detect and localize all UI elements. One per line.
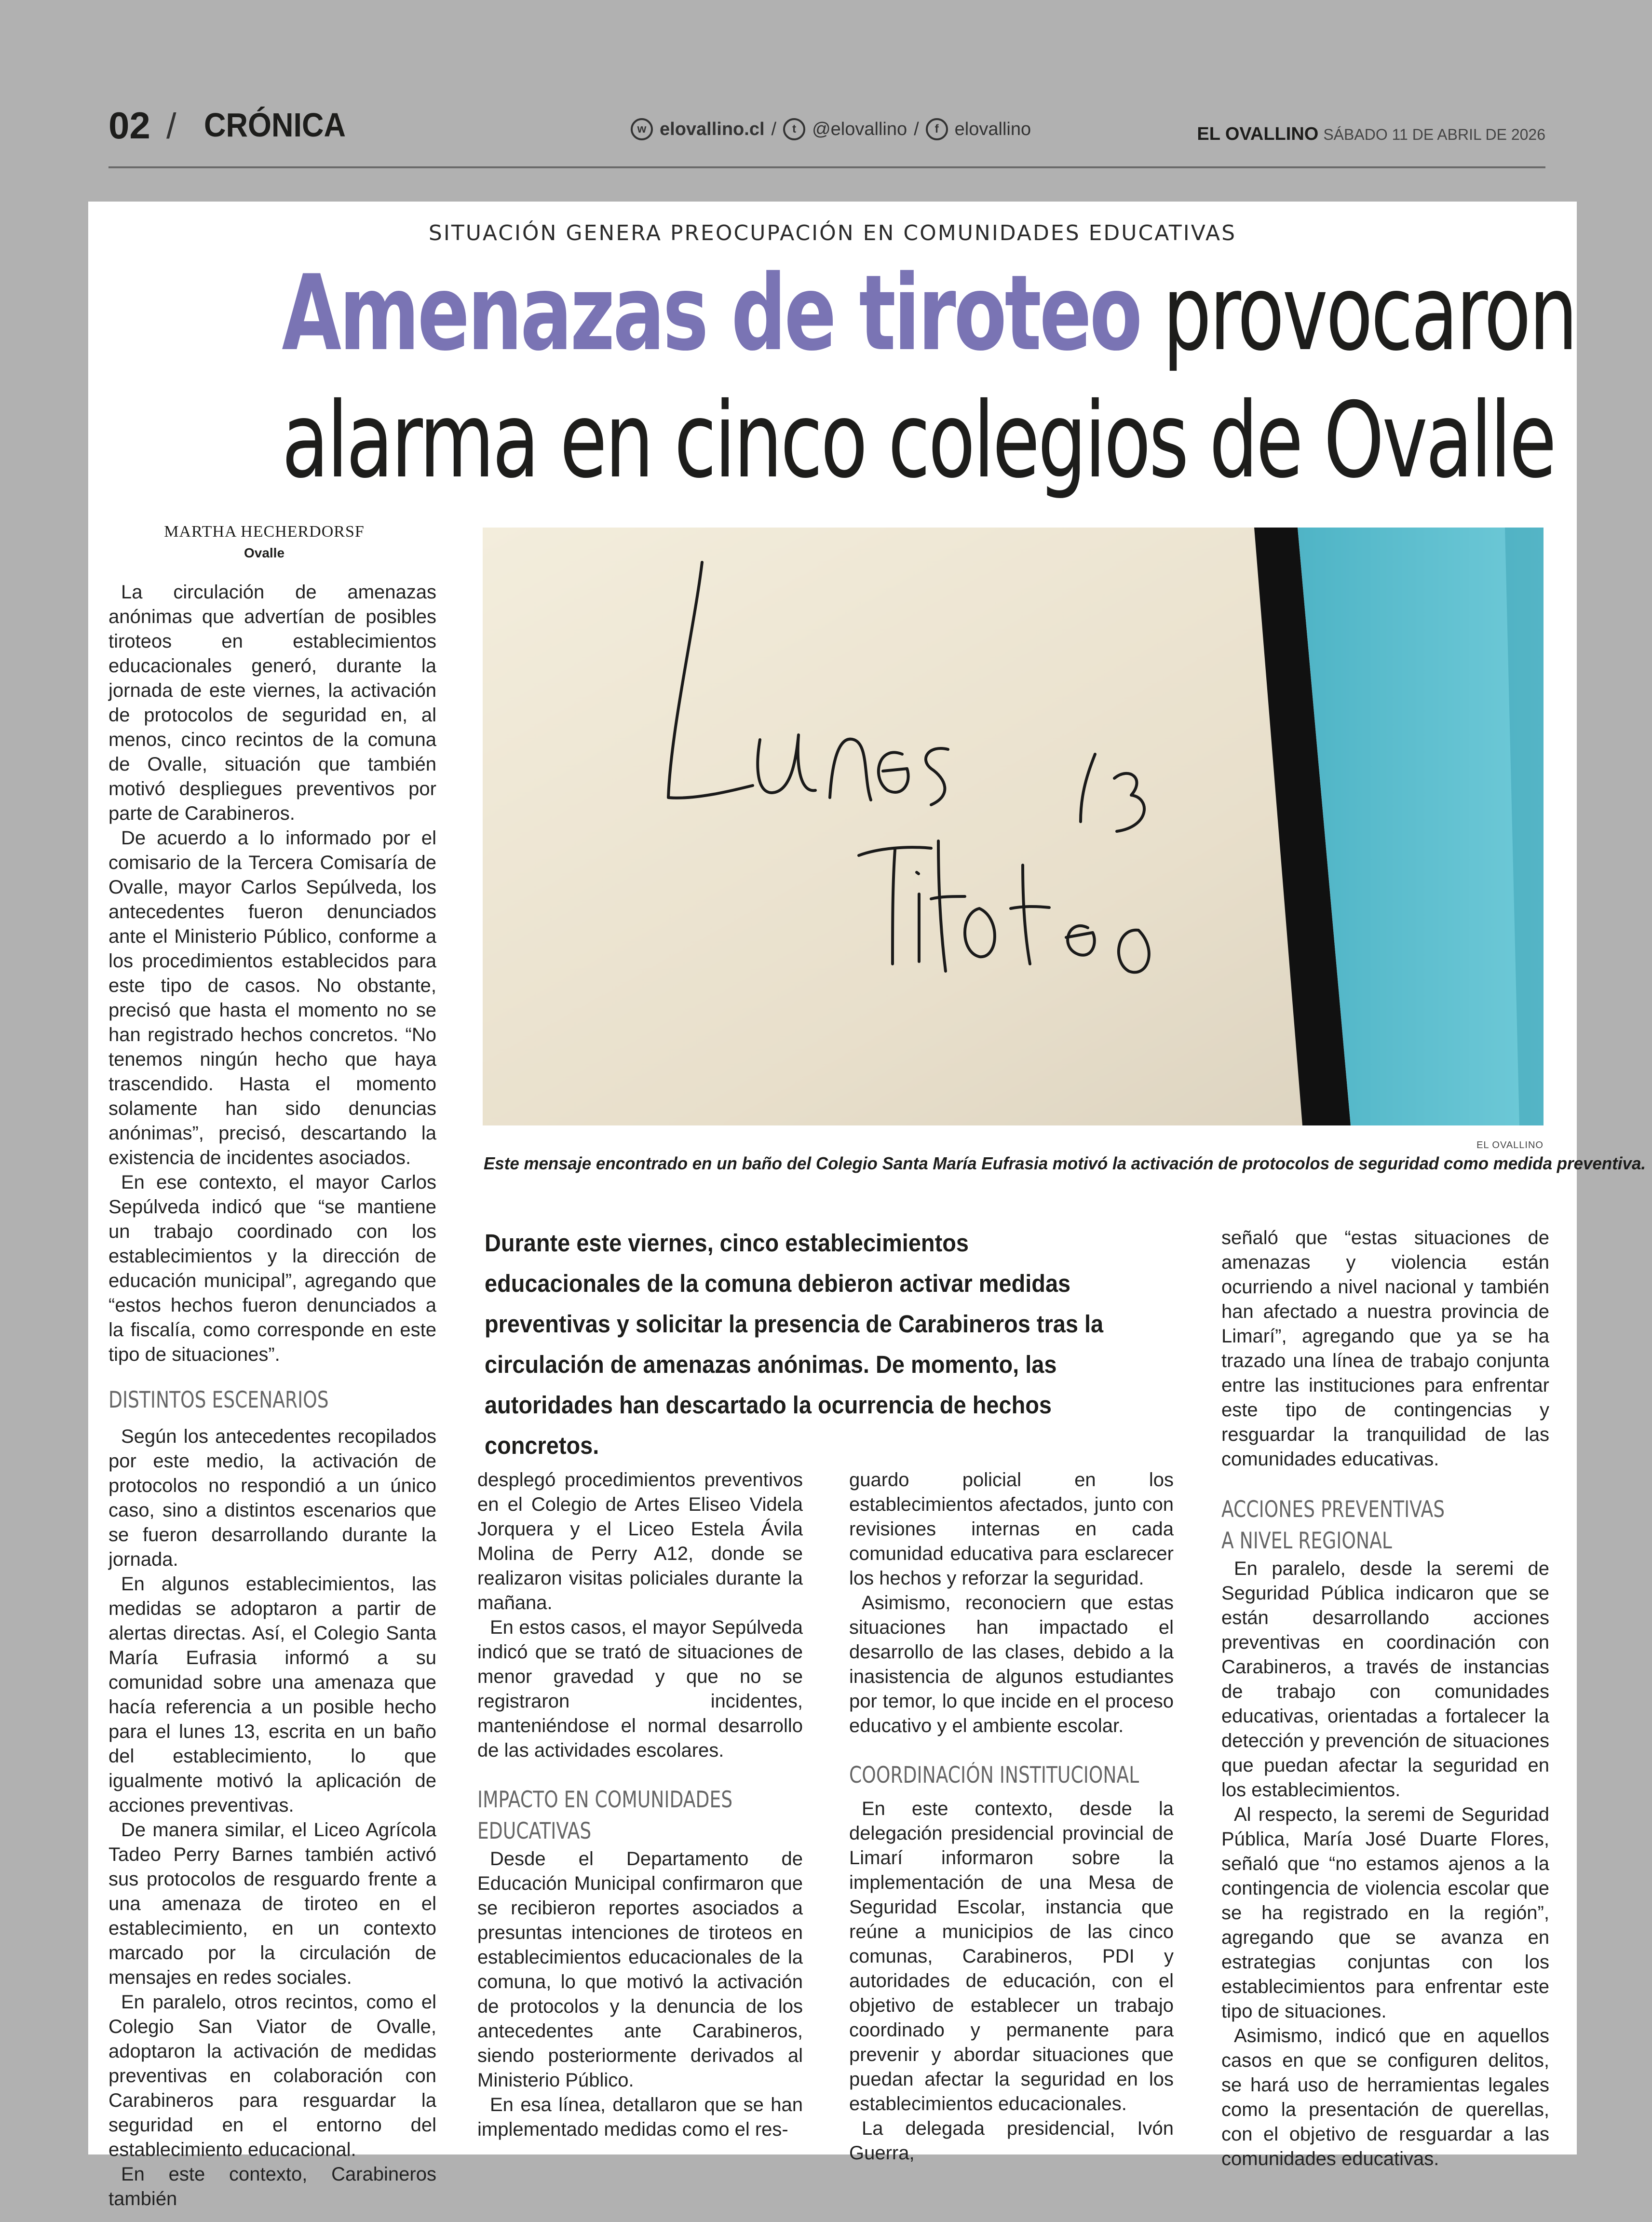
kicker: SITUACIÓN GENERA PREOCUPACIÓN EN COMUNIDADES EDUCATIVAS [428,221,1237,245]
subhead: DISTINTOS ESCENARIOS [108,1387,329,1413]
subhead: ACCIONES PREVENTIVAS [1221,1496,1445,1523]
paragraph: En este contexto, desde la delegación presidencial provincial de Limarí informaron sobre la implementación de una Mesa de Seguridad Escolar, instancia que reúne a municipios de las cinco comunas, Carabineros, PDI y autoridades de educación, con el objetivo de establecer un trabajo coordinado y permanente para prevenir y abordar situaciones que puedan afectar la seguridad en los establecimientos educacionales. [849,1798,1174,2114]
paragraph: Desde el Departamento de Educación Municipal confirmaron que se recibieron reportes asociados a presuntas intenciones de tiroteos en establecimientos educacionales de la comuna, lo que motivó la activación de protocolos y la denuncia de los antecedentes ante Carabineros, siendo posteriormente derivados al Ministerio Público. [477,1848,803,2091]
website-link[interactable]: elovallino.cl [660,119,765,139]
page-header [108,104,1545,166]
author-location: Ovalle [244,545,285,560]
paper-date [1197,124,1545,145]
article-photo [483,528,1544,1125]
paragraph: En este contexto, Carabineros también [108,2164,436,2209]
photo-caption: Este mensaje encontrado en un baño del Colegio Santa María Eufrasia motivó la activación de protocolos de seguridad como medida preventiva. [484,1153,1646,1173]
lead-paragraph: Durante este viernes, cinco establecimientos educacionales de la comuna debieron activar medidas preventivas y solicitar la presencia de Carabineros tras la circulación de amenazas anónimas. De momento, las autoridades han descartado la ocurrencia de hechos concretos. [485,1229,1104,1459]
subhead: COORDINACIÓN INSTITUCIONAL [849,1762,1139,1788]
paper-name: EL OVALLINO [1197,124,1319,144]
paragraph: desplegó procedimientos preventivos en el Colegio de Artes Eliseo Videla Jorquera y el Liceo Estela Ávila Molina de Perry A12, donde se realizaron visitas policiales durante la mañana. [477,1469,803,1613]
separator: / [771,119,777,139]
issue-date: SÁBADO 11 DE ABRIL DE 2026 [1323,126,1545,143]
paragraph: La circulación de amenazas anónimas que advertían de posibles tiroteos en establecimientos educacionales generó, durante la jornada de este viernes, la activación de protocolos de seguridad en, al menos, cinco recintos de la comuna de Ovalle, situación que también motivó despliegues preventivos por parte de Carabineros. [108,582,436,824]
column-1 [108,580,436,2211]
headline [88,250,1577,504]
paragraph: guardo policial en los establecimientos afectados, junto con revisiones internas en cada comunidad educativa para esclarecer los hechos y reforzar la seguridad. [849,1469,1174,1589]
paragraph: En estos casos, el mayor Sepúlveda indicó que se trató de situaciones de menor gravedad y que no se registraron incidentes, manteniéndose el normal desarrollo de las actividades escolares. [477,1617,803,1761]
twitter-icon: t [783,118,805,140]
social-links [631,118,1031,140]
paragraph: Asimismo, reconociern que estas situaciones han impactado el desarrollo de las clases, debido a la inasistencia de algunos estudiantes por temor, lo que incide en el proceso educativo y el ambiente escolar. [849,1592,1174,1736]
twitter-handle[interactable]: @elovallino [812,119,907,139]
subhead: IMPACTO EN COMUNIDADES [477,1787,733,1813]
paragraph: Al respecto, la seremi de Seguridad Pública, María José Duarte Flores, señaló que “no estamos ajenos a la contingencia de violencia escolar que se ha registrado en la región”, agregando que se avanza en estrategias conjuntas con los establecimientos para enfrentar este tipo de situaciones. [1221,1804,1549,2022]
paragraph: De acuerdo a lo informado por el comisario de la Tercera Comisaría de Ovalle, mayor Carlos Sepúlveda, los antecedentes fueron denunciados ante el Ministerio Público, conforme a los procedimientos establecidos para este tipo de casos. No obstante, precisó que hasta el momento no se han registrado hechos concretos. “No tenemos ningún hecho que haya trascendido. Hasta el momento solamente han sido denuncias anónimas”, precisó, descartando la existencia de incidentes asociados. [108,827,436,1168]
column-4 [1221,1226,1549,2171]
section-slash: / [166,106,176,146]
section-name: CRÓNICA [204,106,346,144]
subhead: EDUCATIVAS [477,1818,592,1844]
facebook-handle[interactable]: elovallino [954,119,1031,139]
web-icon: w [631,118,653,140]
paragraph: Asimismo, indicó que en aquellos casos en que se configuren delitos, se hará uso de herramientas legales como la presentación de querellas, con el objetivo de resguardar a las comunidades educativas. [1221,2025,1549,2169]
paragraph: Según los antecedentes recopilados por este medio, la activación de protocolos no respondió a un único caso, sino a distintos escenarios que se fueron desarrollando durante la jornada. [108,1426,436,1570]
headline-line-1 [282,250,1576,377]
column-2 [477,1468,803,2142]
separator: / [914,119,919,139]
facebook-icon: f [926,118,948,140]
paragraph: En algunos establecimientos, las medidas se adoptaron a partir de alertas directas. Así, el Colegio Santa María Eufrasia informó a su comunidad sobre una amenaza que hacía referencia a un posible hecho para el lunes 13, escrita en un baño del establecimiento, lo que igualmente motivó la aplicación de acciones preventivas. [108,1573,436,1816]
paragraph: En paralelo, otros recintos, como el Colegio San Viator de Ovalle, adoptaron la activación de medidas preventivas en colaboración con Carabineros para resguardar la seguridad en el entorno del establecimiento educacional. [108,1992,436,2160]
paragraph: En esa línea, detallaron que se han implementado medidas como el res- [477,2094,803,2140]
column-3 [849,1468,1174,2166]
header-rule [108,166,1545,168]
author-name: MARTHA HECHERDORSF [164,523,365,541]
subhead: A NIVEL REGIONAL [1221,1528,1392,1554]
headline-line-2: alarma en cinco colegios de Ovalle [282,379,1555,501]
photo-credit: EL OVALLINO [1476,1140,1544,1151]
paragraph: En paralelo, desde la seremi de Seguridad Pública indicaron que se están desarrollando acciones preventivas en coordinación con Carabineros, a través de instancias de trabajo con comunidades educativas, orientadas a fortalecer la detección y prevención de situaciones que puedan afectar la seguridad en los establecimientos. [1221,1558,1549,1801]
headline-accent: Amenazas de tiroteo [282,253,1140,374]
headline-rest: provocaron [1140,253,1576,374]
paragraph: señaló que “estas situaciones de amenazas y violencia están ocurriendo a nivel nacional y también han afectado a nuestra provincia de Limarí”, agregando que ya se ha trazado una línea de trabajo conjunta entre las instituciones para enfrentar este tipo de contingencias y resguardar la tranquilidad de las comunidades educativas. [1221,1227,1549,1470]
article-page [88,202,1646,2209]
paragraph: La delegada presidencial, Ivón Guerra, [849,2118,1174,2164]
paragraph: En ese contexto, el mayor Carlos Sepúlveda indicó que “se mantiene un trabajo coordinado con los establecimientos y la dirección de educación municipal”, agregando que “estos hechos fueron denunciados a la fiscalía, como corresponde en este tipo de situaciones”. [108,1172,436,1365]
page-number: 02 [108,104,150,147]
paragraph: De manera similar, el Liceo Agrícola Tadeo Perry Barnes también activó sus protocolos de resguardo frente a una amenaza de tiroteo en el establecimiento, en un contexto marcado por la circulación de mensajes en redes sociales. [108,1819,436,1988]
